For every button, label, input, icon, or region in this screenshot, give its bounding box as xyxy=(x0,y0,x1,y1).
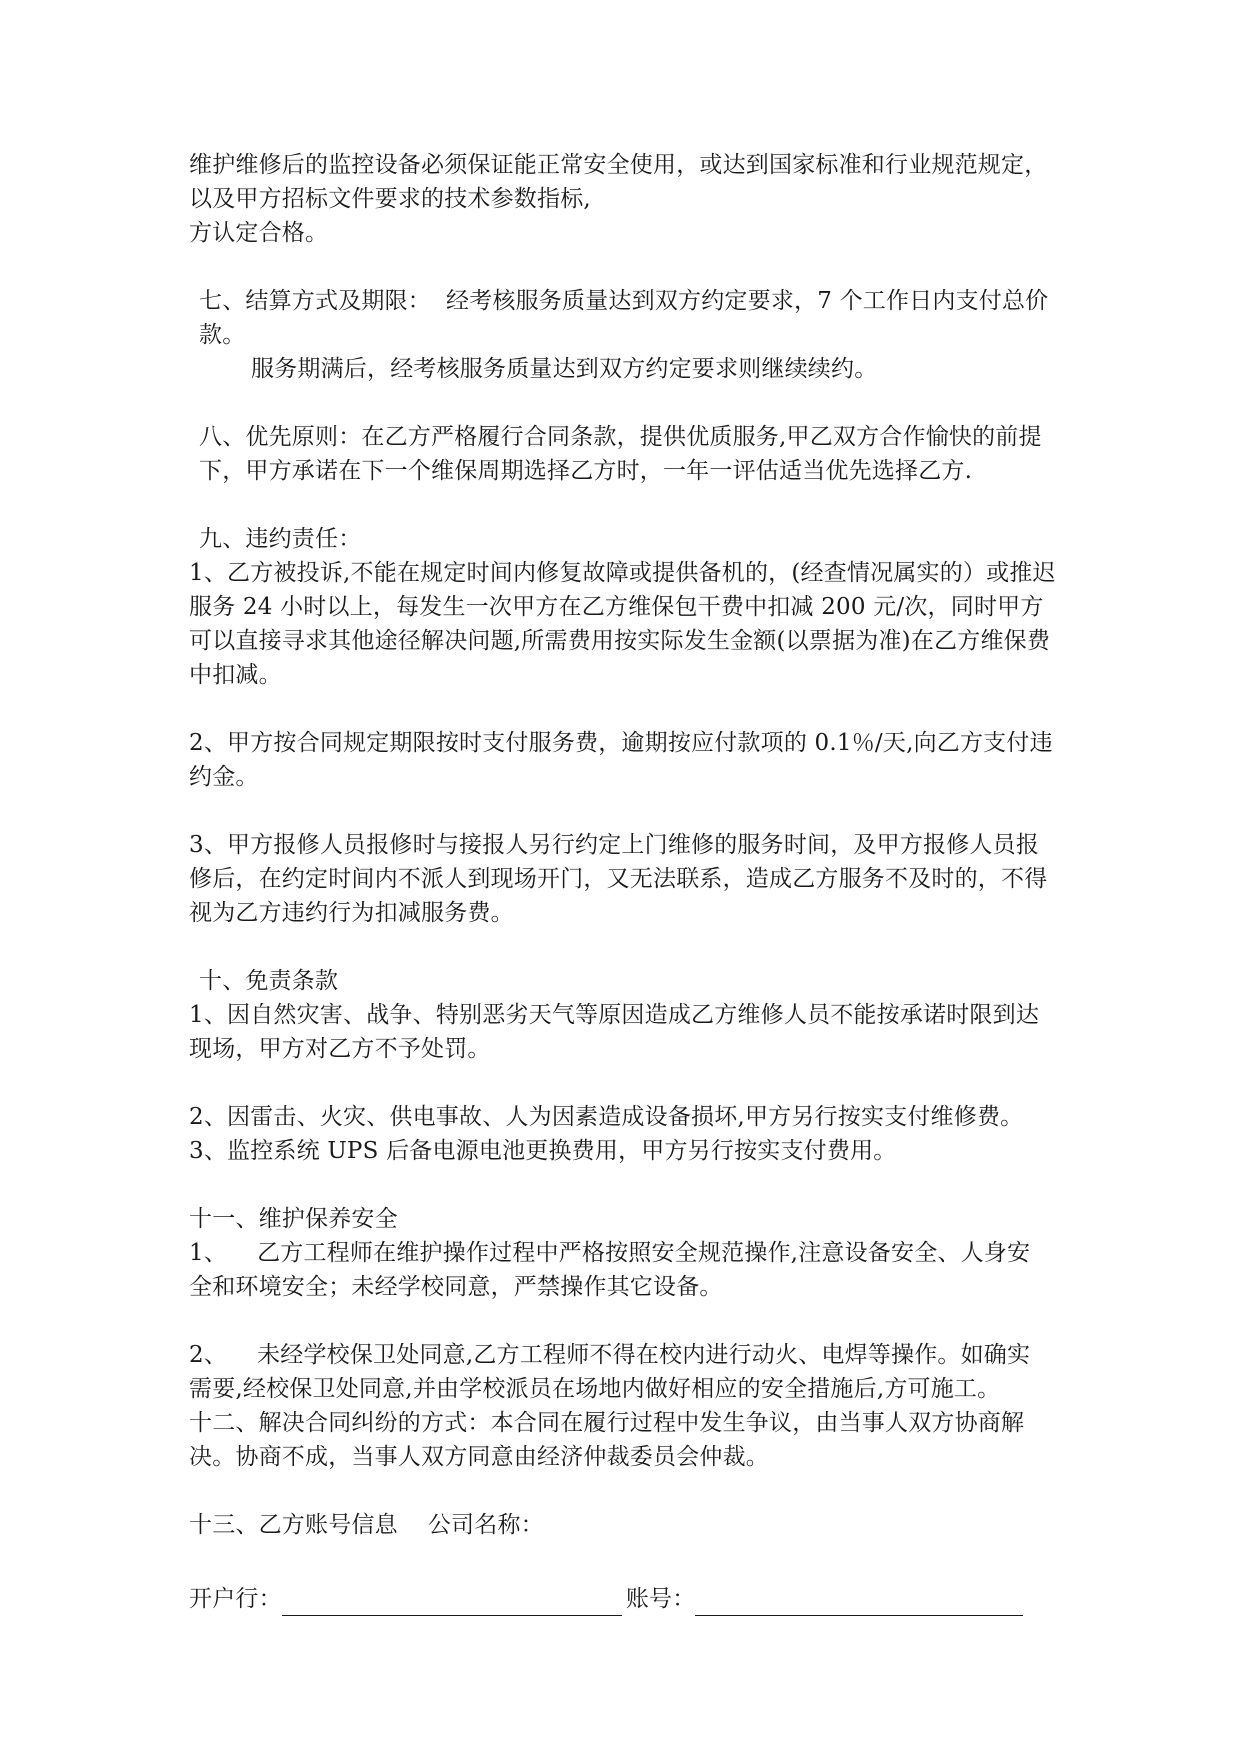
spacer xyxy=(189,1066,1059,1100)
section-7-renewal: 服务期满后，经考核服务质量达到双方约定要求则继续续约。 xyxy=(251,356,878,382)
spacer xyxy=(189,692,1059,726)
section-9-title: 九、违约责任： xyxy=(199,526,362,552)
section-11-item-2: 2、 未经学校保卫处同意,乙方工程师不得在校内进行动火、电焊等操作。如确实 需要,经校保卫处同意,并由学校派员在场地内做好相应的安全措施后,方可施工。 xyxy=(189,1342,1046,1402)
spacer xyxy=(189,930,1059,964)
section-7-settlement: 七、结算方式及期限： 经考核服务质量达到双方约定要求，7 个工作日内支付总价款。 xyxy=(199,288,1049,348)
section-10-item-1: 1、因自然灾害、战争、特别恶劣天气等原因造成乙方维修人员不能按承诺时限到达现场，甲方对乙方不予处罚。 xyxy=(189,1002,1040,1062)
section-10-title: 十、免责条款 xyxy=(199,968,339,994)
bank-blank-field[interactable] xyxy=(282,1589,622,1616)
spacer xyxy=(189,386,1059,420)
spacer xyxy=(189,1304,1059,1338)
document-page xyxy=(189,148,1059,1616)
bank-label: 开户行： xyxy=(189,1586,282,1612)
paragraph-acceptance: 方认定合格。 xyxy=(189,220,329,246)
spacer xyxy=(189,794,1059,828)
section-13-account-info: 十三、乙方账号信息 公司名称： xyxy=(189,1512,544,1538)
spacer xyxy=(189,1542,1059,1576)
section-11-title: 十一、维护保养安全 xyxy=(189,1206,398,1232)
section-10-item-2: 2、因雷击、火灾、供电事故、人为因素造成设备损坏,甲方另行按实支付维修费。 xyxy=(189,1104,1024,1130)
account-blank-field[interactable] xyxy=(695,1589,1023,1616)
paragraph-quality-standard: 维护维修后的监控设备必须保证能正常安全使用，或达到国家标准和行业规范规定，以及甲方招标文件要求的技术参数指标, xyxy=(189,152,1048,212)
section-11-item-1: 1、 乙方工程师在维护操作过程中严格按照安全规范操作,注意设备安全、人身安 全和环境安全；未经学校同意，严禁操作其它设备。 xyxy=(189,1240,1046,1300)
section-9-item-3: 3、甲方报修人员报修时与接报人另行约定上门维修的服务时间，及甲方报修人员报修后，在约定时间内不派人到现场开门，又无法联系，造成乙方服务不及时的，不得视为乙方违约行为扣减服务费。 xyxy=(189,832,1048,926)
section-8-priority: 八、优先原则：在乙方严格履行合同条款，提供优质服务,甲乙双方合作愉快的前提下，甲方承诺在下一个维保周期选择乙方时，一年一评估适当优先选择乙方. xyxy=(199,424,1042,484)
section-9-item-2: 2、甲方按合同规定期限按时支付服务费，逾期按应付款项的 0.1％/天,向乙方支付违约金。 xyxy=(189,730,1053,790)
account-line xyxy=(189,1582,1059,1616)
account-label: 账号： xyxy=(625,1586,696,1612)
spacer xyxy=(189,250,1059,284)
section-12-dispute: 十二、解决合同纠纷的方式：本合同在履行过程中发生争议，由当事人双方协商解决。协商不成，当事人双方同意由经济仲裁委员会仲裁。 xyxy=(189,1410,1025,1470)
spacer xyxy=(189,1168,1059,1202)
spacer xyxy=(189,1474,1059,1508)
section-10-item-3: 3、监控系统 UPS 后备电源电池更换费用，甲方另行按实支付费用。 xyxy=(189,1138,897,1164)
spacer xyxy=(189,488,1059,522)
section-9-item-1: 1、乙方被投诉,不能在规定时间内修复故障或提供备机的，(经查情况属实的）或推迟服务 24 小时以上，每发生一次甲方在乙方维保包干费中扣减 200 元/次，同时甲方可以直接寻求其他途径解决问题,所需费用按实际发生金额(以票据为准)在乙方维保费中扣减。 xyxy=(189,560,1056,688)
